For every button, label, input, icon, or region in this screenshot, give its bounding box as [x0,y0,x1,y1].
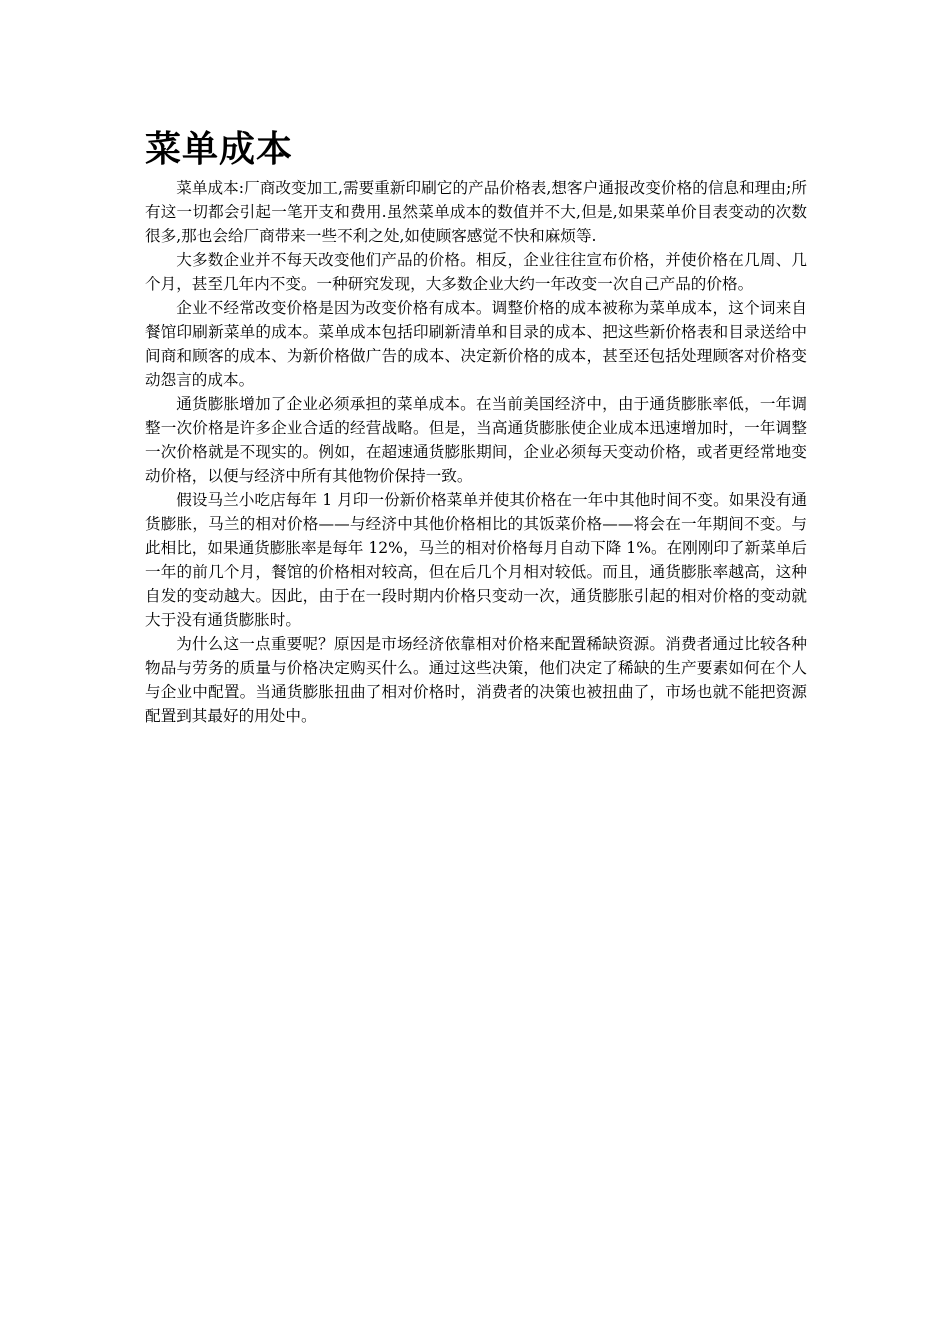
paragraph-price-stability: 大多数企业并不每天改变他们产品的价格。相反，企业往往宣布价格，并使价格在几周、几个月，甚至几年内不变。一种研究发现，大多数企业大约一年改变一次自己产品的价格。 [145,251,807,293]
document-title: 菜单成本 [145,129,294,170]
paragraph-malan-example: 假设马兰小吃店每年 1 月印一份新价格菜单并使其价格在一年中其他时间不变。如果没有通货膨胀，马兰的相对价格——与经济中其他价格相比的其饭菜价格——将会在一年期间不变。与此相比，如果通货膨胀率是每年 12%，马兰的相对价格每月自动下降 1%。在刚刚印了新菜单后一年的前几个月，餐馆的价格相对较高，但在后几个月相对较低。而且，通货膨胀率越高，这种自发的变动越大。因此，由于在一段时期内价格只变动一次，通货膨胀引起的相对价格的变动就大于没有通货膨胀时。 [145,491,807,629]
paragraph-menu-cost-definition: 菜单成本:厂商改变加工,需要重新印刷它的产品价格表,想客户通报改变价格的信息和理由;所有这一切都会引起一笔开支和费用.虽然菜单成本的数值并不大,但是,如果菜单价目表变动的次数很多,那也会给厂商带来一些不利之处,如使顾客感觉不快和麻烦等. [145,179,807,245]
document-page [145,126,807,728]
paragraph-cost-of-change: 企业不经常改变价格是因为改变价格有成本。调整价格的成本被称为菜单成本，这个词来自餐馆印刷新菜单的成本。菜单成本包括印刷新清单和目录的成本、把这些新价格表和目录送给中间商和顾客的成本、为新价格做广告的成本、决定新价格的成本，甚至还包括处理顾客对价格变动怨言的成本。 [145,299,807,389]
paragraph-why-important: 为什么这一点重要呢？原因是市场经济依靠相对价格来配置稀缺资源。消费者通过比较各种物品与劳务的质量与价格决定购买什么。通过这些决策，他们决定了稀缺的生产要素如何在个人与企业中配置。当通货膨胀扭曲了相对价格时，消费者的决策也被扭曲了，市场也就不能把资源配置到其最好的用处中。 [145,635,807,725]
paragraph-inflation-cost: 通货膨胀增加了企业必须承担的菜单成本。在当前美国经济中，由于通货膨胀率低，一年调整一次价格是许多企业合适的经营战略。但是，当高通货膨胀使企业成本迅速增加时，一年调整一次价格就是不现实的。例如，在超速通货膨胀期间，企业必须每天变动价格，或者更经常地变动价格，以便与经济中所有其他物价保持一致。 [145,395,807,485]
